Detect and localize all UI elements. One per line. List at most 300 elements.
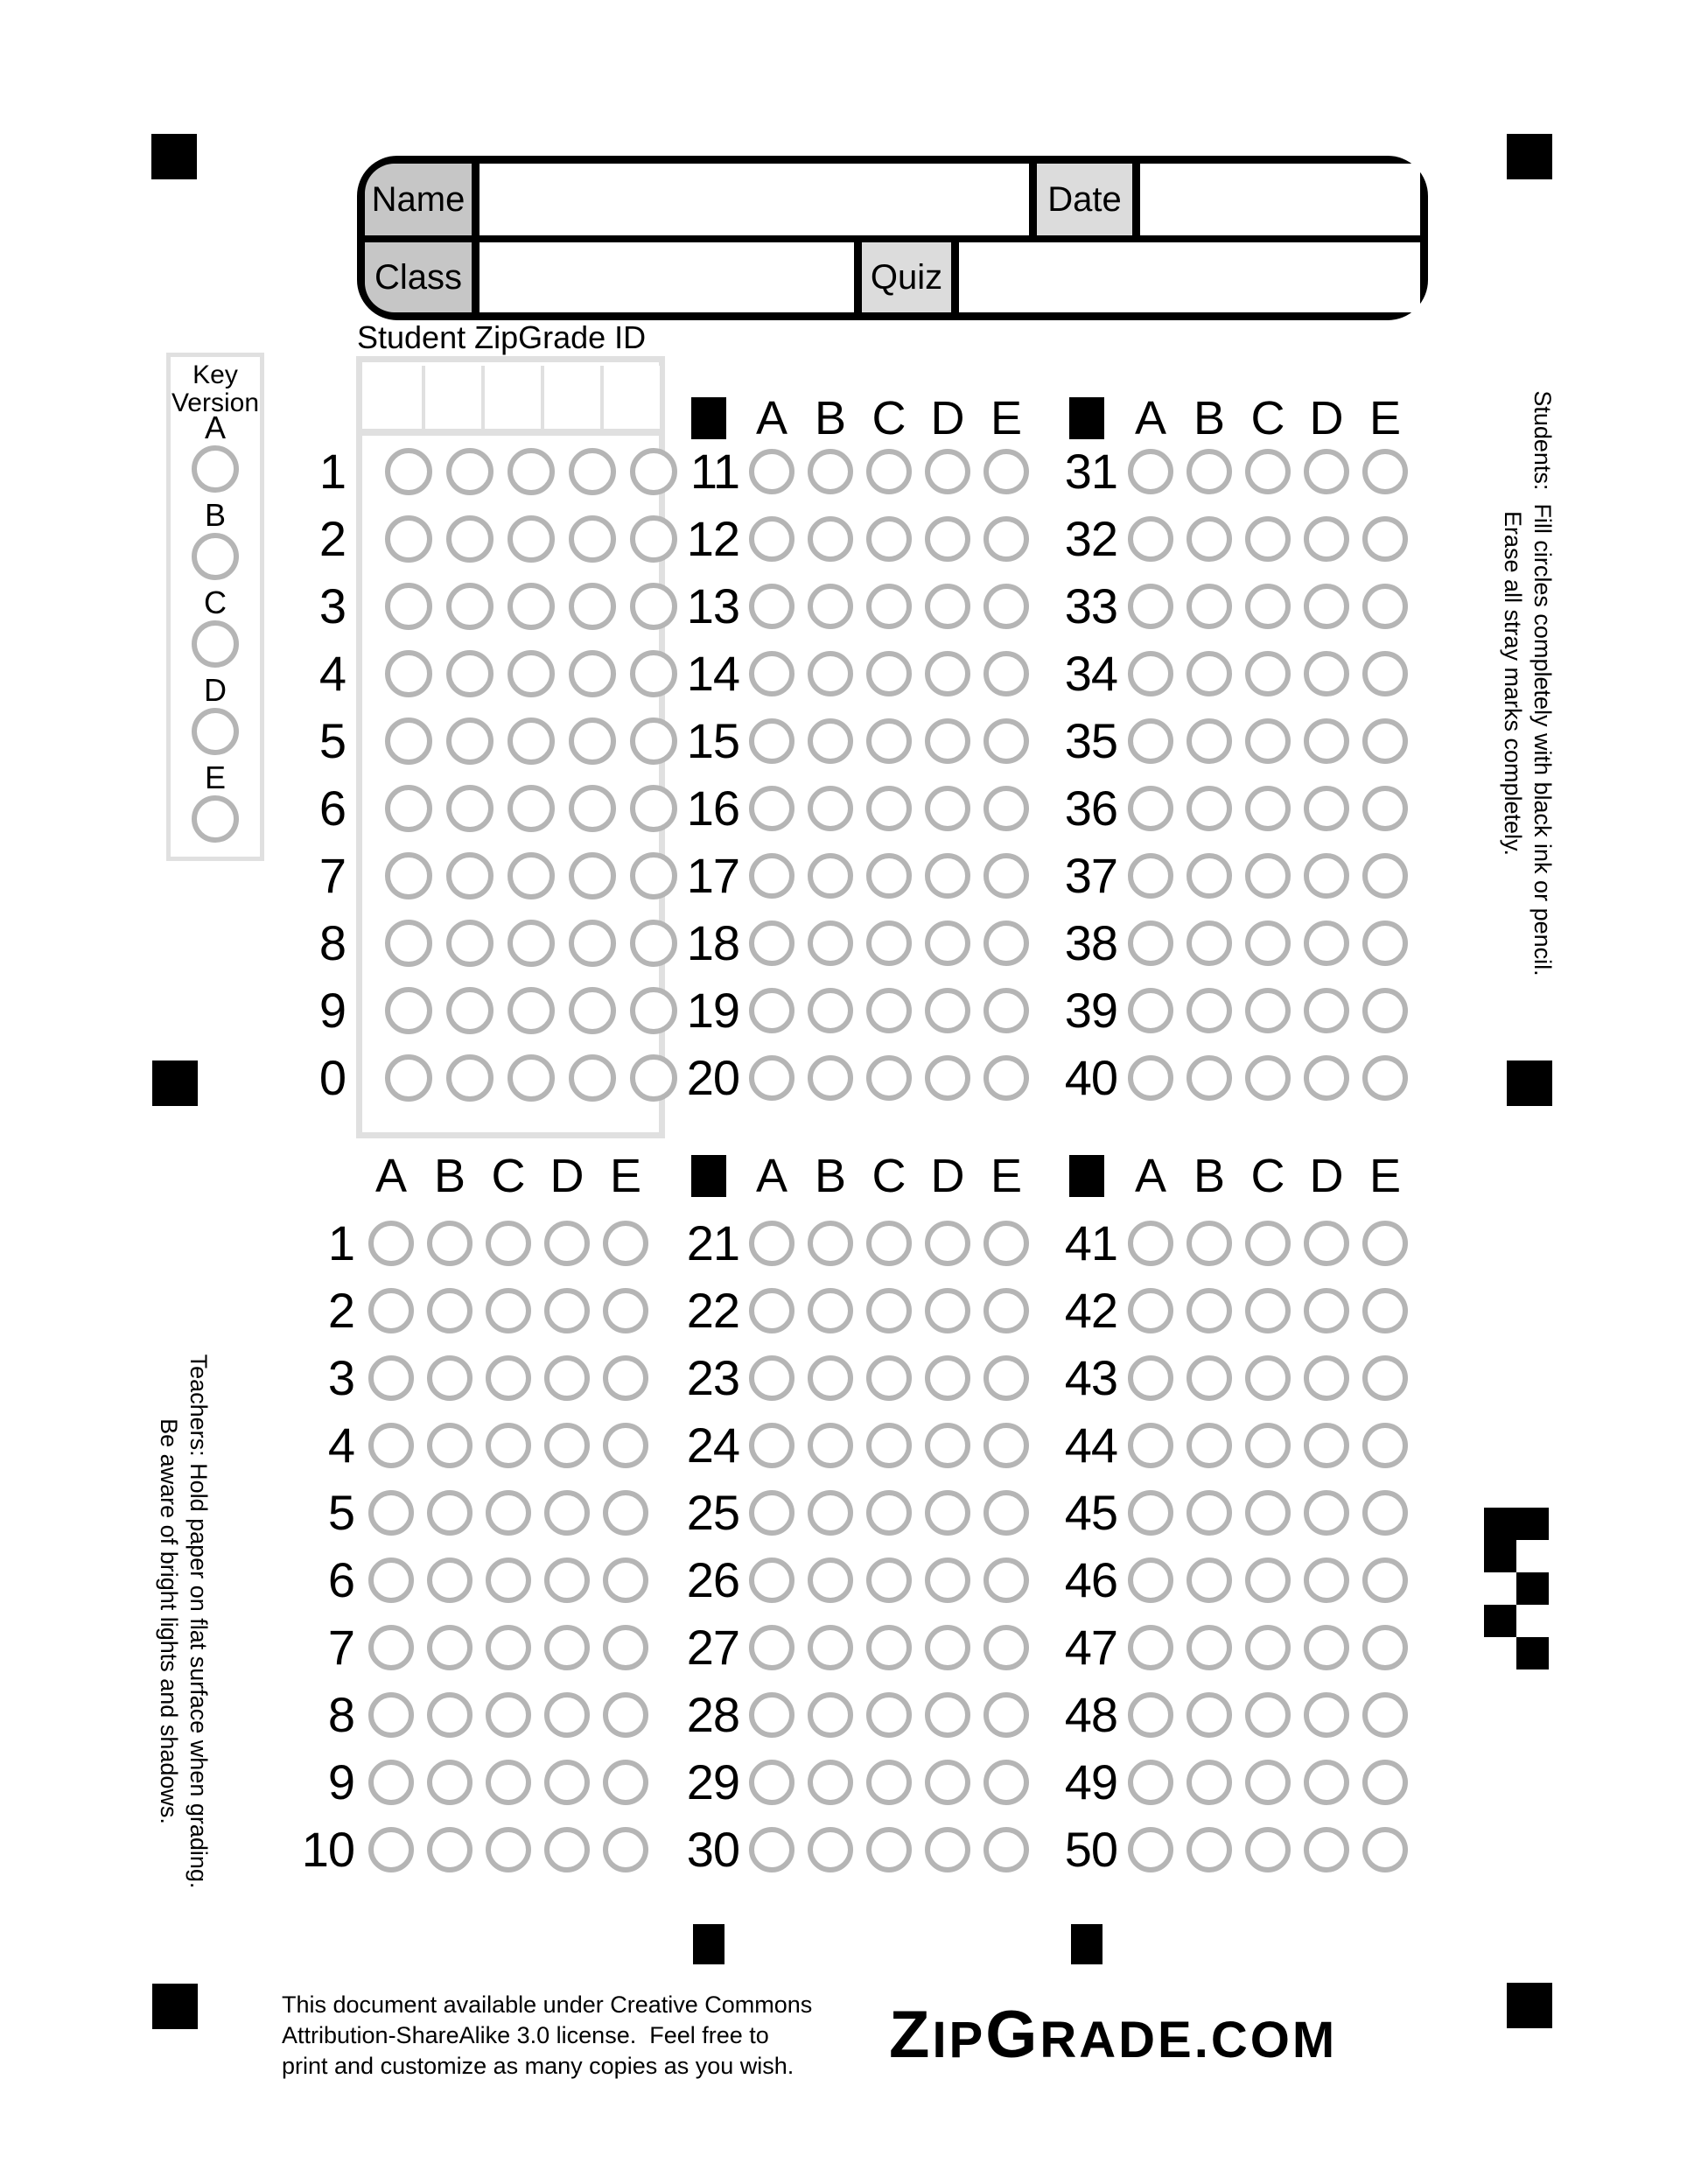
bubble-id-5-c1[interactable] xyxy=(385,718,432,765)
bubble-q35-d[interactable] xyxy=(1304,718,1349,764)
bubble-q45-b[interactable] xyxy=(1186,1490,1232,1536)
bubble-q23-d[interactable] xyxy=(925,1355,970,1401)
bubble-id-6-c4[interactable] xyxy=(569,785,616,832)
bubble-q2-a[interactable] xyxy=(368,1288,414,1334)
bubble-q38-c[interactable] xyxy=(1245,920,1291,966)
name-input[interactable] xyxy=(480,164,1029,235)
bubble-q8-b[interactable] xyxy=(427,1692,472,1738)
id-write-box-5[interactable] xyxy=(602,366,660,429)
bubble-q34-e[interactable] xyxy=(1362,651,1408,696)
bubble-id-9-c4[interactable] xyxy=(569,987,616,1034)
choice-header-d: D xyxy=(1309,1150,1344,1202)
bubble-q50-c[interactable] xyxy=(1245,1827,1291,1872)
bubble-q25-d[interactable] xyxy=(925,1490,970,1536)
bubble-q33-c[interactable] xyxy=(1245,584,1291,629)
bubble-q1-c[interactable] xyxy=(486,1221,531,1266)
bubble-q32-c[interactable] xyxy=(1245,516,1291,562)
bubble-q17-d[interactable] xyxy=(925,853,970,899)
bubble-id-8-c4[interactable] xyxy=(569,920,616,967)
bubble-id-8-c3[interactable] xyxy=(508,920,555,967)
bubble-q35-a[interactable] xyxy=(1128,718,1173,764)
bubble-q11-b[interactable] xyxy=(808,449,853,494)
question-number: 23 xyxy=(686,1350,739,1405)
bubble-key-d[interactable] xyxy=(192,708,239,755)
bubble-q17-a[interactable] xyxy=(749,853,794,899)
bubble-q23-c[interactable] xyxy=(866,1355,912,1401)
bubble-q17-b[interactable] xyxy=(808,853,853,899)
bubble-q44-e[interactable] xyxy=(1362,1423,1408,1468)
bubble-q32-d[interactable] xyxy=(1304,516,1349,562)
bubble-id-5-c4[interactable] xyxy=(569,718,616,765)
bubble-q33-e[interactable] xyxy=(1362,584,1408,629)
bubble-q19-a[interactable] xyxy=(749,988,794,1033)
bubble-q48-d[interactable] xyxy=(1304,1692,1349,1738)
bubble-q23-b[interactable] xyxy=(808,1355,853,1401)
bubble-q27-a[interactable] xyxy=(749,1625,794,1670)
bubble-q27-c[interactable] xyxy=(866,1625,912,1670)
bubble-q46-d[interactable] xyxy=(1304,1558,1349,1603)
bubble-q14-a[interactable] xyxy=(749,651,794,696)
bubble-q29-a[interactable] xyxy=(749,1760,794,1805)
bubble-q49-b[interactable] xyxy=(1186,1760,1232,1805)
bubble-q43-d[interactable] xyxy=(1304,1355,1349,1401)
bubble-q10-d[interactable] xyxy=(544,1827,590,1872)
bubble-id-6-c2[interactable] xyxy=(446,785,494,832)
bubble-q41-d[interactable] xyxy=(1304,1221,1349,1266)
bubble-q37-c[interactable] xyxy=(1245,853,1291,899)
bubble-q20-c[interactable] xyxy=(866,1055,912,1101)
bubble-q49-c[interactable] xyxy=(1245,1760,1291,1805)
bubble-q35-c[interactable] xyxy=(1245,718,1291,764)
bubble-q31-c[interactable] xyxy=(1245,449,1291,494)
bubble-id-2-c2[interactable] xyxy=(446,515,494,563)
bubble-q24-c[interactable] xyxy=(866,1423,912,1468)
bubble-id-4-c4[interactable] xyxy=(569,650,616,697)
bubble-q44-c[interactable] xyxy=(1245,1423,1291,1468)
bubble-q31-b[interactable] xyxy=(1186,449,1232,494)
bubble-q28-b[interactable] xyxy=(808,1692,853,1738)
student-info-box xyxy=(357,156,1428,320)
bubble-q24-a[interactable] xyxy=(749,1423,794,1468)
bubble-q13-c[interactable] xyxy=(866,584,912,629)
id-row-number: 1 xyxy=(318,444,346,499)
bubble-q14-d[interactable] xyxy=(925,651,970,696)
bubble-q21-b[interactable] xyxy=(808,1221,853,1266)
bubble-q45-c[interactable] xyxy=(1245,1490,1291,1536)
bubble-id-3-c2[interactable] xyxy=(446,583,494,630)
bubble-q39-b[interactable] xyxy=(1186,988,1232,1033)
bubble-q26-a[interactable] xyxy=(749,1558,794,1603)
id-row-number: 9 xyxy=(318,983,346,1038)
bubble-id-1-c3[interactable] xyxy=(508,448,555,495)
bubble-q9-a[interactable] xyxy=(368,1760,414,1805)
bubble-id-4-c1[interactable] xyxy=(385,650,432,697)
bubble-q23-a[interactable] xyxy=(749,1355,794,1401)
bubble-q21-c[interactable] xyxy=(866,1221,912,1266)
bubble-q41-e[interactable] xyxy=(1362,1221,1408,1266)
bubble-q33-a[interactable] xyxy=(1128,584,1173,629)
bubble-id-2-c3[interactable] xyxy=(508,515,555,563)
bubble-q47-e[interactable] xyxy=(1362,1625,1408,1670)
bubble-q6-c[interactable] xyxy=(486,1558,531,1603)
bubble-q41-a[interactable] xyxy=(1128,1221,1173,1266)
bubble-q43-c[interactable] xyxy=(1245,1355,1291,1401)
bubble-q9-d[interactable] xyxy=(544,1760,590,1805)
bubble-q4-d[interactable] xyxy=(544,1423,590,1468)
bubble-q26-b[interactable] xyxy=(808,1558,853,1603)
zipgrade-logo-text: G xyxy=(985,1998,1040,2072)
bubble-q40-d[interactable] xyxy=(1304,1055,1349,1101)
bubble-q37-a[interactable] xyxy=(1128,853,1173,899)
bubble-q25-c[interactable] xyxy=(866,1490,912,1536)
student-id-grid xyxy=(356,356,665,1138)
bubble-q44-b[interactable] xyxy=(1186,1423,1232,1468)
bubble-q32-a[interactable] xyxy=(1128,516,1173,562)
bubble-q33-b[interactable] xyxy=(1186,584,1232,629)
bubble-q34-a[interactable] xyxy=(1128,651,1173,696)
bubble-q47-b[interactable] xyxy=(1186,1625,1232,1670)
bubble-q6-d[interactable] xyxy=(544,1558,590,1603)
bubble-q3-a[interactable] xyxy=(368,1355,414,1401)
bubble-q36-a[interactable] xyxy=(1128,786,1173,831)
bubble-q47-d[interactable] xyxy=(1304,1625,1349,1670)
date-label xyxy=(1029,164,1140,235)
bubble-q11-a[interactable] xyxy=(749,449,794,494)
bubble-id-5-c3[interactable] xyxy=(508,718,555,765)
bubble-q6-a[interactable] xyxy=(368,1558,414,1603)
bubble-id-8-c2[interactable] xyxy=(446,920,494,967)
bubble-id-3-c4[interactable] xyxy=(569,583,616,630)
class-label-text: Class xyxy=(374,257,463,297)
bubble-q16-b[interactable] xyxy=(808,786,853,831)
bubble-q45-e[interactable] xyxy=(1362,1490,1408,1536)
date-input[interactable] xyxy=(1140,164,1420,235)
bubble-q46-b[interactable] xyxy=(1186,1558,1232,1603)
bubble-id-0-c2[interactable] xyxy=(446,1054,494,1102)
bubble-q29-b[interactable] xyxy=(808,1760,853,1805)
bubble-q5-c[interactable] xyxy=(486,1490,531,1536)
quiz-input[interactable] xyxy=(959,242,1420,312)
registration-mark xyxy=(1507,1983,1552,2028)
bubble-q45-d[interactable] xyxy=(1304,1490,1349,1536)
bubble-q29-c[interactable] xyxy=(866,1760,912,1805)
bubble-id-3-c3[interactable] xyxy=(508,583,555,630)
bubble-q36-d[interactable] xyxy=(1304,786,1349,831)
bubble-q15-c[interactable] xyxy=(866,718,912,764)
bubble-q44-d[interactable] xyxy=(1304,1423,1349,1468)
bubble-q38-b[interactable] xyxy=(1186,920,1232,966)
bubble-q21-d[interactable] xyxy=(925,1221,970,1266)
bubble-q41-b[interactable] xyxy=(1186,1221,1232,1266)
bubble-q14-b[interactable] xyxy=(808,651,853,696)
bubble-id-0-c4[interactable] xyxy=(569,1054,616,1102)
bubble-key-b[interactable] xyxy=(192,533,239,580)
bubble-id-9-c1[interactable] xyxy=(385,987,432,1034)
bubble-q30-d[interactable] xyxy=(925,1827,970,1872)
bubble-q35-b[interactable] xyxy=(1186,718,1232,764)
bubble-q12-b[interactable] xyxy=(808,516,853,562)
choice-header-a: A xyxy=(374,1150,408,1202)
bubble-q28-a[interactable] xyxy=(749,1692,794,1738)
bubble-q49-e[interactable] xyxy=(1362,1760,1408,1805)
bubble-q12-d[interactable] xyxy=(925,516,970,562)
bubble-q49-d[interactable] xyxy=(1304,1760,1349,1805)
bubble-q37-b[interactable] xyxy=(1186,853,1232,899)
bubble-q2-b[interactable] xyxy=(427,1288,472,1334)
bubble-id-4-c2[interactable] xyxy=(446,650,494,697)
bubble-q1-a[interactable] xyxy=(368,1221,414,1266)
question-number: 2 xyxy=(327,1283,354,1338)
id-write-box-1[interactable] xyxy=(364,366,422,429)
bubble-q7-b[interactable] xyxy=(427,1625,472,1670)
bubble-q13-b[interactable] xyxy=(808,584,853,629)
bubble-q4-b[interactable] xyxy=(427,1423,472,1468)
question-number: 24 xyxy=(686,1418,739,1473)
id-write-box-2[interactable] xyxy=(424,366,481,429)
bubble-q42-b[interactable] xyxy=(1186,1288,1232,1334)
bubble-q16-c[interactable] xyxy=(866,786,912,831)
bubble-id-1-c1[interactable] xyxy=(385,448,432,495)
bubble-q16-a[interactable] xyxy=(749,786,794,831)
bubble-q10-b[interactable] xyxy=(427,1827,472,1872)
bubble-q3-b[interactable] xyxy=(427,1355,472,1401)
bubble-id-9-c2[interactable] xyxy=(446,987,494,1034)
bubble-q42-a[interactable] xyxy=(1128,1288,1173,1334)
bubble-q27-b[interactable] xyxy=(808,1625,853,1670)
bubble-q42-c[interactable] xyxy=(1245,1288,1291,1334)
bubble-q9-c[interactable] xyxy=(486,1760,531,1805)
bubble-q33-d[interactable] xyxy=(1304,584,1349,629)
bubble-q47-c[interactable] xyxy=(1245,1625,1291,1670)
bubble-id-4-c3[interactable] xyxy=(508,650,555,697)
bubble-q50-e[interactable] xyxy=(1362,1827,1408,1872)
bubble-q49-a[interactable] xyxy=(1128,1760,1173,1805)
bubble-q50-d[interactable] xyxy=(1304,1827,1349,1872)
bubble-q1-d[interactable] xyxy=(544,1221,590,1266)
bubble-q31-e[interactable] xyxy=(1362,449,1408,494)
bubble-q50-b[interactable] xyxy=(1186,1827,1232,1872)
bubble-q20-a[interactable] xyxy=(749,1055,794,1101)
bubble-q30-a[interactable] xyxy=(749,1827,794,1872)
bubble-q20-d[interactable] xyxy=(925,1055,970,1101)
bubble-q46-a[interactable] xyxy=(1128,1558,1173,1603)
bubble-q46-e[interactable] xyxy=(1362,1558,1408,1603)
bubble-q16-d[interactable] xyxy=(925,786,970,831)
bubble-id-0-c3[interactable] xyxy=(508,1054,555,1102)
bubble-key-e[interactable] xyxy=(192,795,239,843)
bubble-q40-e[interactable] xyxy=(1362,1055,1408,1101)
bubble-q5-d[interactable] xyxy=(544,1490,590,1536)
bubble-q18-b[interactable] xyxy=(808,920,853,966)
quiz-label xyxy=(854,242,959,312)
bubble-q25-a[interactable] xyxy=(749,1490,794,1536)
bubble-q43-e[interactable] xyxy=(1362,1355,1408,1401)
bubble-q4-a[interactable] xyxy=(368,1423,414,1468)
bubble-q8-d[interactable] xyxy=(544,1692,590,1738)
bubble-id-2-c4[interactable] xyxy=(569,515,616,563)
bubble-q25-b[interactable] xyxy=(808,1490,853,1536)
bubble-q12-a[interactable] xyxy=(749,516,794,562)
bubble-q39-d[interactable] xyxy=(1304,988,1349,1033)
bubble-q5-a[interactable] xyxy=(368,1490,414,1536)
bubble-q15-a[interactable] xyxy=(749,718,794,764)
bubble-q47-a[interactable] xyxy=(1128,1625,1173,1670)
bubble-q10-a[interactable] xyxy=(368,1827,414,1872)
bubble-q15-d[interactable] xyxy=(925,718,970,764)
bubble-q1-b[interactable] xyxy=(427,1221,472,1266)
bubble-q36-c[interactable] xyxy=(1245,786,1291,831)
bubble-q2-c[interactable] xyxy=(486,1288,531,1334)
bubble-q13-a[interactable] xyxy=(749,584,794,629)
bubble-q48-a[interactable] xyxy=(1128,1692,1173,1738)
question-number: 39 xyxy=(1064,983,1117,1038)
bubble-q34-b[interactable] xyxy=(1186,651,1232,696)
bubble-q46-c[interactable] xyxy=(1245,1558,1291,1603)
bubble-q34-c[interactable] xyxy=(1245,651,1291,696)
bubble-q21-a[interactable] xyxy=(749,1221,794,1266)
bubble-q38-a[interactable] xyxy=(1128,920,1173,966)
bubble-q24-b[interactable] xyxy=(808,1423,853,1468)
zipgrade-logo-text: RADE xyxy=(1040,2012,1194,2068)
bubble-id-0-c1[interactable] xyxy=(385,1054,432,1102)
bubble-q26-d[interactable] xyxy=(925,1558,970,1603)
bubble-q8-c[interactable] xyxy=(486,1692,531,1738)
bubble-q18-c[interactable] xyxy=(866,920,912,966)
bubble-q39-e[interactable] xyxy=(1362,988,1408,1033)
bubble-id-5-c2[interactable] xyxy=(446,718,494,765)
bubble-q11-c[interactable] xyxy=(866,449,912,494)
bubble-q48-e[interactable] xyxy=(1362,1692,1408,1738)
bubble-id-1-c4[interactable] xyxy=(569,448,616,495)
bubble-q38-e[interactable] xyxy=(1362,920,1408,966)
bubble-q17-c[interactable] xyxy=(866,853,912,899)
bubble-q18-a[interactable] xyxy=(749,920,794,966)
id-write-divider xyxy=(481,366,485,429)
bubble-q36-b[interactable] xyxy=(1186,786,1232,831)
bubble-q3-c[interactable] xyxy=(486,1355,531,1401)
bubble-q30-b[interactable] xyxy=(808,1827,853,1872)
bubble-id-2-c1[interactable] xyxy=(385,515,432,563)
bubble-q45-a[interactable] xyxy=(1128,1490,1173,1536)
bubble-q22-c[interactable] xyxy=(866,1288,912,1334)
bubble-q31-d[interactable] xyxy=(1304,449,1349,494)
bubble-q22-d[interactable] xyxy=(925,1288,970,1334)
bubble-q19-d[interactable] xyxy=(925,988,970,1033)
bubble-q5-b[interactable] xyxy=(427,1490,472,1536)
question-number: 7 xyxy=(327,1620,354,1675)
bubble-q22-b[interactable] xyxy=(808,1288,853,1334)
bubble-q7-a[interactable] xyxy=(368,1625,414,1670)
bubble-q43-b[interactable] xyxy=(1186,1355,1232,1401)
id-write-box-4[interactable] xyxy=(542,366,600,429)
bubble-q40-c[interactable] xyxy=(1245,1055,1291,1101)
bubble-id-7-c3[interactable] xyxy=(508,852,555,900)
bubble-q8-a[interactable] xyxy=(368,1692,414,1738)
bubble-q6-b[interactable] xyxy=(427,1558,472,1603)
bubble-q42-e[interactable] xyxy=(1362,1288,1408,1334)
bubble-q50-a[interactable] xyxy=(1128,1827,1173,1872)
bubble-q7-d[interactable] xyxy=(544,1625,590,1670)
question-number: 45 xyxy=(1064,1485,1117,1540)
bubble-q14-c[interactable] xyxy=(866,651,912,696)
bubble-q41-c[interactable] xyxy=(1245,1221,1291,1266)
question-number: 43 xyxy=(1064,1350,1117,1405)
question-number: 40 xyxy=(1064,1050,1117,1105)
bubble-id-9-c3[interactable] xyxy=(508,987,555,1034)
bubble-q3-d[interactable] xyxy=(544,1355,590,1401)
bubble-id-8-c1[interactable] xyxy=(385,920,432,967)
bubble-q19-b[interactable] xyxy=(808,988,853,1033)
bubble-q40-a[interactable] xyxy=(1128,1055,1173,1101)
bubble-id-3-c1[interactable] xyxy=(385,583,432,630)
bubble-q40-b[interactable] xyxy=(1186,1055,1232,1101)
bubble-q9-b[interactable] xyxy=(427,1760,472,1805)
bubble-q4-c[interactable] xyxy=(486,1423,531,1468)
bubble-q26-c[interactable] xyxy=(866,1558,912,1603)
bubble-q39-c[interactable] xyxy=(1245,988,1291,1033)
license-text xyxy=(282,1990,812,2082)
bubble-q32-e[interactable] xyxy=(1362,516,1408,562)
bubble-q31-a[interactable] xyxy=(1128,449,1173,494)
bubble-q28-d[interactable] xyxy=(925,1692,970,1738)
class-input[interactable] xyxy=(480,242,854,312)
bubble-q28-c[interactable] xyxy=(866,1692,912,1738)
choice-header-c: C xyxy=(872,392,906,444)
bubble-q39-a[interactable] xyxy=(1128,988,1173,1033)
bubble-q30-c[interactable] xyxy=(866,1827,912,1872)
bubble-q11-d[interactable] xyxy=(925,449,970,494)
bubble-q35-e[interactable] xyxy=(1362,718,1408,764)
bubble-q37-e[interactable] xyxy=(1362,853,1408,899)
bubble-id-7-c4[interactable] xyxy=(569,852,616,900)
bubble-q29-d[interactable] xyxy=(925,1760,970,1805)
id-write-box-3[interactable] xyxy=(483,366,541,429)
bubble-q36-e[interactable] xyxy=(1362,786,1408,831)
bubble-id-7-c1[interactable] xyxy=(385,852,432,900)
bubble-q7-c[interactable] xyxy=(486,1625,531,1670)
bubble-q43-a[interactable] xyxy=(1128,1355,1173,1401)
bubble-q27-d[interactable] xyxy=(925,1625,970,1670)
bubble-q12-c[interactable] xyxy=(866,516,912,562)
registration-mark xyxy=(151,134,197,179)
bubble-id-6-c1[interactable] xyxy=(385,785,432,832)
bubble-q37-d[interactable] xyxy=(1304,853,1349,899)
bubble-q42-d[interactable] xyxy=(1304,1288,1349,1334)
bubble-q18-d[interactable] xyxy=(925,920,970,966)
bubble-id-6-c3[interactable] xyxy=(508,785,555,832)
bubble-q44-a[interactable] xyxy=(1128,1423,1173,1468)
bubble-q34-d[interactable] xyxy=(1304,651,1349,696)
bubble-q10-c[interactable] xyxy=(486,1827,531,1872)
bubble-q32-b[interactable] xyxy=(1186,516,1232,562)
bubble-id-1-c2[interactable] xyxy=(446,448,494,495)
bubble-key-a[interactable] xyxy=(192,445,239,493)
bubble-key-c[interactable] xyxy=(192,620,239,668)
question-number: 9 xyxy=(327,1754,354,1810)
bubble-q48-b[interactable] xyxy=(1186,1692,1232,1738)
bubble-q2-d[interactable] xyxy=(544,1288,590,1334)
bubble-id-7-c2[interactable] xyxy=(446,852,494,900)
bubble-q15-b[interactable] xyxy=(808,718,853,764)
bubble-q19-c[interactable] xyxy=(866,988,912,1033)
bubble-q13-d[interactable] xyxy=(925,584,970,629)
bubble-q20-b[interactable] xyxy=(808,1055,853,1101)
bubble-q38-d[interactable] xyxy=(1304,920,1349,966)
bubble-q24-d[interactable] xyxy=(925,1423,970,1468)
bubble-q22-a[interactable] xyxy=(749,1288,794,1334)
bubble-q48-c[interactable] xyxy=(1245,1692,1291,1738)
id-write-divider xyxy=(600,366,604,429)
